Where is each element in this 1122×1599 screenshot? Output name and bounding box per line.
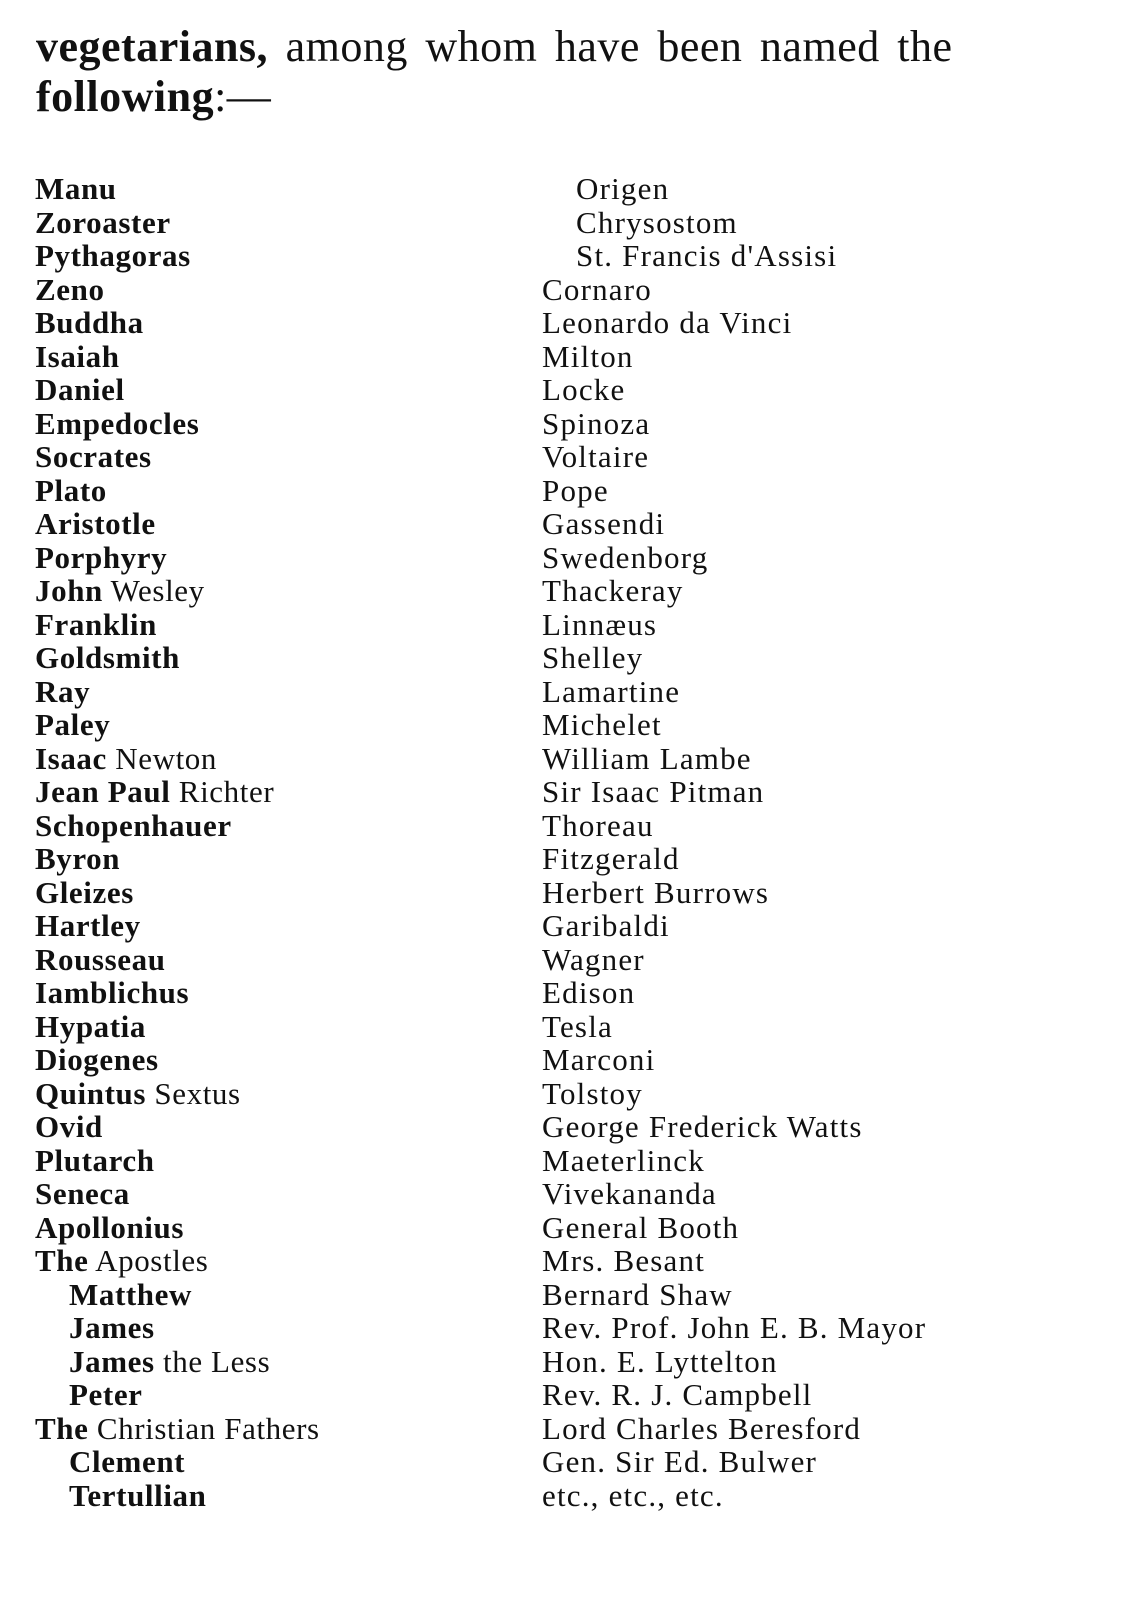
name-list-item-left xyxy=(35,1144,515,1178)
name-list-item-left xyxy=(35,976,515,1010)
name-list-item-left xyxy=(35,541,515,575)
name-list-item-right: Garibaldi xyxy=(542,908,670,943)
name-text-bold: Buddha xyxy=(35,305,144,340)
name-text: Apostles xyxy=(88,1243,209,1278)
name-text-bold: Porphyry xyxy=(35,539,168,575)
name-list-item-left xyxy=(35,239,515,273)
name-list-item-right: Cornaro xyxy=(542,271,652,307)
intro-paragraph xyxy=(36,22,1016,122)
name-text-bold: Isaac xyxy=(35,740,107,776)
name-list-item-left xyxy=(35,1010,515,1044)
name-text-bold: Hartley xyxy=(35,908,141,943)
name-text-bold: Zeno xyxy=(35,271,105,307)
name-list-item-right: Gen. Sir Ed. Bulwer xyxy=(542,1444,818,1479)
intro-lead-bold: vegetarians, xyxy=(36,22,269,71)
name-text-bold: Byron xyxy=(35,841,121,876)
name-list-item-left xyxy=(35,1211,515,1245)
name-list-item-right: Spinoza xyxy=(542,405,651,441)
name-text-bold: Pythagoras xyxy=(35,238,191,273)
name-list-item-right: Mrs. Besant xyxy=(542,1243,706,1278)
name-list-item-right: St. Francis d'Assisi xyxy=(576,238,838,273)
name-list-item-right: Lamartine xyxy=(542,673,681,709)
name-list-item-left xyxy=(35,742,515,776)
name-text-bold: Gleizes xyxy=(35,874,134,910)
name-list-item-right: Gassendi xyxy=(542,506,666,541)
name-text-bold: Franklin xyxy=(35,606,157,642)
name-text-bold: Ray xyxy=(35,673,91,709)
name-list-item-right: Rev. Prof. John E. B. Mayor xyxy=(542,1310,927,1345)
name-text-bold: Seneca xyxy=(35,1176,130,1211)
name-text-bold: Socrates xyxy=(35,439,152,474)
name-list-item-right: Lord Charles Beresford xyxy=(542,1410,862,1446)
name-list-item-left xyxy=(35,1311,515,1345)
intro-lead-rest: among whom have been named the xyxy=(268,22,953,71)
name-list-item-right: Herbert Burrows xyxy=(542,874,770,910)
name-text-bold: Tertullian xyxy=(69,1477,207,1513)
name-list-item-right: Chrysostom xyxy=(576,204,738,240)
name-text: Newton xyxy=(106,740,217,776)
name-list-item-left xyxy=(35,172,515,206)
name-text-bold: Zoroaster xyxy=(35,204,171,240)
name-text-bold: Aristotle xyxy=(35,506,156,541)
name-list-item-right: Hon. E. Lyttelton xyxy=(542,1343,778,1379)
name-list-item-left xyxy=(35,1445,515,1479)
name-text-bold: Goldsmith xyxy=(35,640,180,675)
name-list-item-right: Voltaire xyxy=(542,439,650,474)
name-list-item-left xyxy=(35,1043,515,1077)
name-text-bold: The xyxy=(35,1410,89,1446)
name-text: Sextus xyxy=(146,1075,241,1111)
name-text: the Less xyxy=(154,1343,271,1379)
name-list-item-left xyxy=(35,440,515,474)
name-list-item-right: Swedenborg xyxy=(542,539,709,575)
name-list-item-left xyxy=(35,809,515,843)
name-text-bold: Diogenes xyxy=(35,1042,159,1077)
name-list-item-right: Shelley xyxy=(542,640,644,675)
name-list-item-left xyxy=(35,641,515,675)
name-text-bold: John xyxy=(35,573,103,608)
name-list-item-left xyxy=(35,943,515,977)
name-list-item-left xyxy=(35,373,515,407)
name-list-item-right: Rev. R. J. Campbell xyxy=(542,1377,813,1412)
name-list-item-left xyxy=(35,876,515,910)
right-name-column xyxy=(542,172,1102,1512)
name-text-bold: Manu xyxy=(35,171,117,206)
name-list-item-left xyxy=(35,340,515,374)
name-list-item-right: Fitzgerald xyxy=(542,841,680,876)
name-list-item-right: Pope xyxy=(542,472,609,508)
name-list-item-right: Milton xyxy=(542,338,634,374)
name-text-bold: Isaiah xyxy=(35,338,120,374)
name-list-item-left xyxy=(35,775,515,809)
name-list-item-left xyxy=(35,608,515,642)
name-list-item-right: Tolstoy xyxy=(542,1075,643,1111)
name-list-item-left xyxy=(35,1378,515,1412)
name-text-bold: Iamblichus xyxy=(35,975,190,1010)
intro-line2-bold: following xyxy=(36,72,215,121)
name-list-item-left xyxy=(35,909,515,943)
name-text-bold: Clement xyxy=(69,1444,186,1479)
name-text-bold: Matthew xyxy=(69,1276,192,1312)
name-list-item-left xyxy=(35,474,515,508)
name-text-bold: Empedocles xyxy=(35,405,200,441)
name-list-item-left xyxy=(35,1177,515,1211)
name-text-bold: Hypatia xyxy=(35,1008,146,1044)
name-list-item-right: Michelet xyxy=(542,707,662,742)
name-list-item-right: Edison xyxy=(542,975,636,1010)
name-list-item-right: Marconi xyxy=(542,1042,656,1077)
name-list-item-left xyxy=(35,675,515,709)
name-list-item-right: Origen xyxy=(576,171,670,206)
name-list-item-right: Maeterlinck xyxy=(542,1142,705,1178)
name-list-item-left xyxy=(35,273,515,307)
name-text-bold: Quintus xyxy=(35,1075,147,1111)
name-text-bold: Plato xyxy=(35,472,107,508)
name-list-item-left xyxy=(35,1077,515,1111)
name-list-item-right: Vivekananda xyxy=(542,1176,717,1211)
name-list-item-right: Bernard Shaw xyxy=(542,1276,733,1312)
name-list-item-right: Linnæus xyxy=(542,606,658,642)
name-list-item-left xyxy=(35,306,515,340)
name-list-item-right: Wagner xyxy=(542,941,645,977)
name-text: Christian Fathers xyxy=(88,1410,320,1446)
name-list-item-right: General Booth xyxy=(542,1209,740,1245)
name-list-item-left xyxy=(35,1479,515,1513)
name-list-item-right: Thoreau xyxy=(542,807,654,843)
name-list-item-left xyxy=(35,1345,515,1379)
name-text-bold: Rousseau xyxy=(35,941,166,977)
name-list-item-left xyxy=(35,1278,515,1312)
name-text: Wesley xyxy=(102,573,205,608)
name-list-item-left xyxy=(35,1412,515,1446)
name-list-item-left xyxy=(35,842,515,876)
name-list-item-left xyxy=(35,1244,515,1278)
name-text: Richter xyxy=(170,774,275,809)
name-list-item-left xyxy=(35,1110,515,1144)
name-list-item-left xyxy=(35,708,515,742)
name-list-item-right: George Frederick Watts xyxy=(542,1109,863,1144)
name-list-item-left xyxy=(35,206,515,240)
intro-line2-rest: :— xyxy=(214,72,272,121)
name-text-bold: Plutarch xyxy=(35,1142,155,1178)
name-list-item-left xyxy=(35,507,515,541)
name-text-bold: James xyxy=(69,1310,155,1345)
name-text-bold: The xyxy=(35,1243,89,1278)
name-text-bold: Apollonius xyxy=(35,1209,185,1245)
name-list-item-right: Leonardo da Vinci xyxy=(542,305,793,340)
name-text-bold: Peter xyxy=(69,1377,143,1412)
left-name-column xyxy=(35,172,515,1512)
name-list-item-right: William Lambe xyxy=(542,740,752,776)
name-list-item-right: Thackeray xyxy=(542,573,684,608)
name-list-item-left xyxy=(35,574,515,608)
name-text-bold: James xyxy=(69,1343,155,1379)
name-text-bold: Schopenhauer xyxy=(35,807,232,843)
name-text-bold: Daniel xyxy=(35,372,125,407)
name-list-item-left xyxy=(35,407,515,441)
name-list-item-right: Sir Isaac Pitman xyxy=(542,774,765,809)
name-text-bold: Jean Paul xyxy=(35,774,171,809)
name-list-item-right: Locke xyxy=(542,372,626,407)
name-list-item-right: etc., etc., etc. xyxy=(542,1477,724,1513)
name-text-bold: Ovid xyxy=(35,1109,103,1144)
name-text-bold: Paley xyxy=(35,707,111,742)
name-list-item-right: Tesla xyxy=(542,1008,613,1044)
